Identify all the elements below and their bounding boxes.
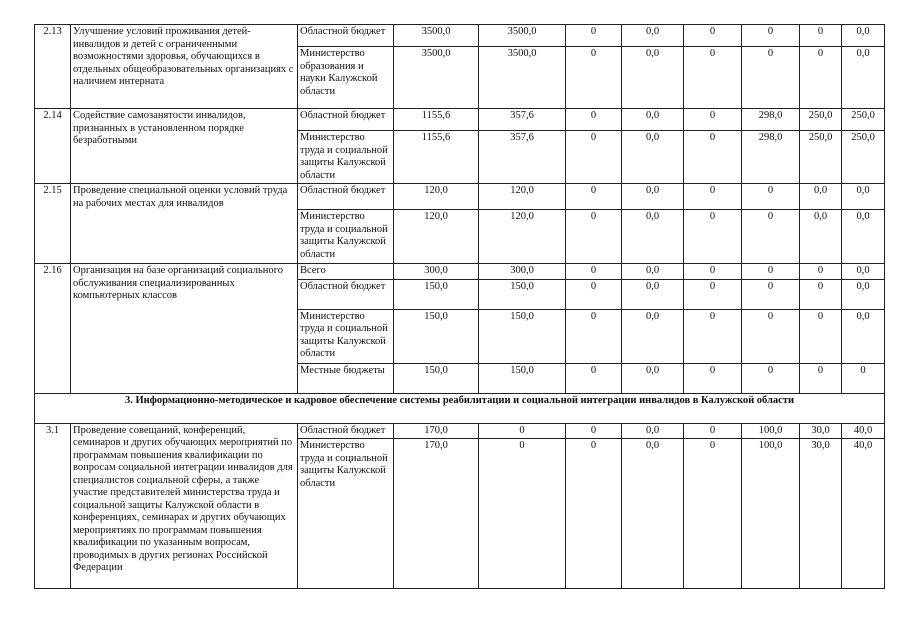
value-cell: 0 (742, 210, 800, 264)
table-row (35, 25, 885, 47)
funding-source: Областной бюджет (298, 423, 394, 439)
value-cell: 120,0 (479, 184, 566, 210)
value-cell: 40,0 (842, 439, 885, 589)
value-cell: 0 (742, 25, 800, 47)
value-cell: 150,0 (394, 309, 479, 363)
value-cell: 120,0 (394, 184, 479, 210)
table-row (35, 264, 885, 280)
value-cell: 40,0 (842, 423, 885, 439)
funding-source: Областной бюджет (298, 184, 394, 210)
value-cell: 0 (800, 25, 842, 47)
value-cell: 357,6 (479, 131, 566, 184)
table-row (35, 184, 885, 210)
value-cell: 0 (742, 363, 800, 393)
value-cell: 170,0 (394, 439, 479, 589)
funding-source: Министерство труда и социальной защиты Калужской области (298, 210, 394, 264)
row-index: 2.16 (35, 264, 71, 394)
section-title: 3. Информационно-методическое и кадровое обеспечение системы реабилитации и социальной интеграции инвалидов в Калужской области (35, 393, 885, 423)
value-cell: 250,0 (800, 109, 842, 131)
value-cell: 0 (479, 439, 566, 589)
value-cell: 30,0 (800, 439, 842, 589)
value-cell: 0 (684, 423, 742, 439)
funding-source: Областной бюджет (298, 279, 394, 309)
value-cell: 3500,0 (394, 25, 479, 47)
value-cell: 0 (684, 47, 742, 109)
funding-source: Местные бюджеты (298, 363, 394, 393)
value-cell: 3500,0 (479, 25, 566, 47)
value-cell: 0,0 (622, 279, 684, 309)
value-cell: 0,0 (622, 25, 684, 47)
value-cell: 0 (566, 264, 622, 280)
row-name: Проведение специальной оценки условий труда на рабочих местах для инвалидов (71, 184, 298, 264)
funding-source: Министерство труда и социальной защиты Калужской области (298, 439, 394, 589)
value-cell: 0,0 (842, 210, 885, 264)
value-cell: 150,0 (394, 279, 479, 309)
value-cell: 0 (684, 439, 742, 589)
value-cell: 300,0 (479, 264, 566, 280)
value-cell: 0 (684, 131, 742, 184)
value-cell: 0 (566, 184, 622, 210)
value-cell: 0,0 (622, 210, 684, 264)
value-cell: 150,0 (479, 363, 566, 393)
value-cell: 30,0 (800, 423, 842, 439)
value-cell: 0 (742, 309, 800, 363)
budget-table (34, 24, 885, 589)
value-cell: 0,0 (622, 131, 684, 184)
value-cell: 0 (684, 363, 742, 393)
row-index: 2.13 (35, 25, 71, 109)
table-row (35, 109, 885, 131)
value-cell: 0 (566, 279, 622, 309)
value-cell: 0 (800, 309, 842, 363)
value-cell: 250,0 (842, 131, 885, 184)
value-cell: 0 (566, 210, 622, 264)
value-cell: 120,0 (479, 210, 566, 264)
value-cell: 0,0 (842, 264, 885, 280)
value-cell: 120,0 (394, 210, 479, 264)
value-cell: 100,0 (742, 423, 800, 439)
row-name: Проведение совещаний, конференций, семинаров и других обучающих мероприятий по программам повышения квалификации по вопросам социальной интеграции инвалидов для специалистов социальной сферы, а также участие представителей министерства труда и социальной защиты Калужской области в конференциях, семинарах и других обучающих мероприятиях по программам повышения квалификации по указанным вопросам, проводимых в других регионах Российской Федерации (71, 423, 298, 589)
value-cell: 0,0 (622, 109, 684, 131)
value-cell: 0 (800, 264, 842, 280)
value-cell: 0 (742, 47, 800, 109)
value-cell: 0,0 (622, 47, 684, 109)
value-cell: 0,0 (842, 47, 885, 109)
value-cell: 3500,0 (394, 47, 479, 109)
value-cell: 0,0 (622, 423, 684, 439)
value-cell: 0 (566, 439, 622, 589)
value-cell: 298,0 (742, 109, 800, 131)
value-cell: 0 (479, 423, 566, 439)
funding-source: Министерство труда и социальной защиты Калужской области (298, 309, 394, 363)
value-cell: 0,0 (622, 363, 684, 393)
value-cell: 0 (800, 279, 842, 309)
funding-source: Областной бюджет (298, 25, 394, 47)
value-cell: 0,0 (622, 439, 684, 589)
value-cell: 150,0 (479, 309, 566, 363)
funding-source: Областной бюджет (298, 109, 394, 131)
value-cell: 0 (684, 309, 742, 363)
value-cell: 0,0 (842, 309, 885, 363)
value-cell: 100,0 (742, 439, 800, 589)
value-cell: 0 (684, 210, 742, 264)
value-cell: 1155,6 (394, 109, 479, 131)
value-cell: 0 (566, 109, 622, 131)
row-index: 2.15 (35, 184, 71, 264)
funding-source: Всего (298, 264, 394, 280)
value-cell: 0 (566, 131, 622, 184)
value-cell: 0,0 (800, 184, 842, 210)
row-index: 2.14 (35, 109, 71, 184)
funding-source: Министерство образования и науки Калужской области (298, 47, 394, 109)
value-cell: 0 (742, 279, 800, 309)
value-cell: 0,0 (622, 184, 684, 210)
row-index: 3.1 (35, 423, 71, 589)
row-name: Организация на базе организаций социального обслуживания специализированных компьютерных классов (71, 264, 298, 394)
value-cell: 1155,6 (394, 131, 479, 184)
row-name: Улучшение условий проживания детей-инвалидов и детей с ограниченными возможностями здоровья, обучающихся в отдельных общеобразовательных организациях с наличием интерната (71, 25, 298, 109)
table-row (35, 423, 885, 439)
value-cell: 357,6 (479, 109, 566, 131)
value-cell: 150,0 (479, 279, 566, 309)
value-cell: 170,0 (394, 423, 479, 439)
value-cell: 0 (566, 47, 622, 109)
value-cell: 150,0 (394, 363, 479, 393)
value-cell: 250,0 (800, 131, 842, 184)
value-cell: 0 (684, 109, 742, 131)
value-cell: 3500,0 (479, 47, 566, 109)
value-cell: 0 (566, 363, 622, 393)
value-cell: 250,0 (842, 109, 885, 131)
value-cell: 0 (800, 47, 842, 109)
value-cell: 0 (566, 309, 622, 363)
row-name: Содействие самозанятости инвалидов, признанных в установленном порядке безработными (71, 109, 298, 184)
value-cell: 0 (800, 363, 842, 393)
value-cell: 300,0 (394, 264, 479, 280)
value-cell: 0 (742, 264, 800, 280)
value-cell: 0,0 (800, 210, 842, 264)
value-cell: 0,0 (842, 279, 885, 309)
value-cell: 0 (684, 264, 742, 280)
value-cell: 0,0 (842, 25, 885, 47)
value-cell: 0 (566, 423, 622, 439)
value-cell: 0,0 (622, 309, 684, 363)
value-cell: 0 (742, 184, 800, 210)
value-cell: 0 (684, 184, 742, 210)
funding-source: Министерство труда и социальной защиты Калужской области (298, 131, 394, 184)
value-cell: 298,0 (742, 131, 800, 184)
value-cell: 0 (684, 25, 742, 47)
section-header-row (35, 393, 885, 423)
value-cell: 0 (842, 363, 885, 393)
value-cell: 0 (684, 279, 742, 309)
value-cell: 0,0 (622, 264, 684, 280)
value-cell: 0,0 (842, 184, 885, 210)
value-cell: 0 (566, 25, 622, 47)
